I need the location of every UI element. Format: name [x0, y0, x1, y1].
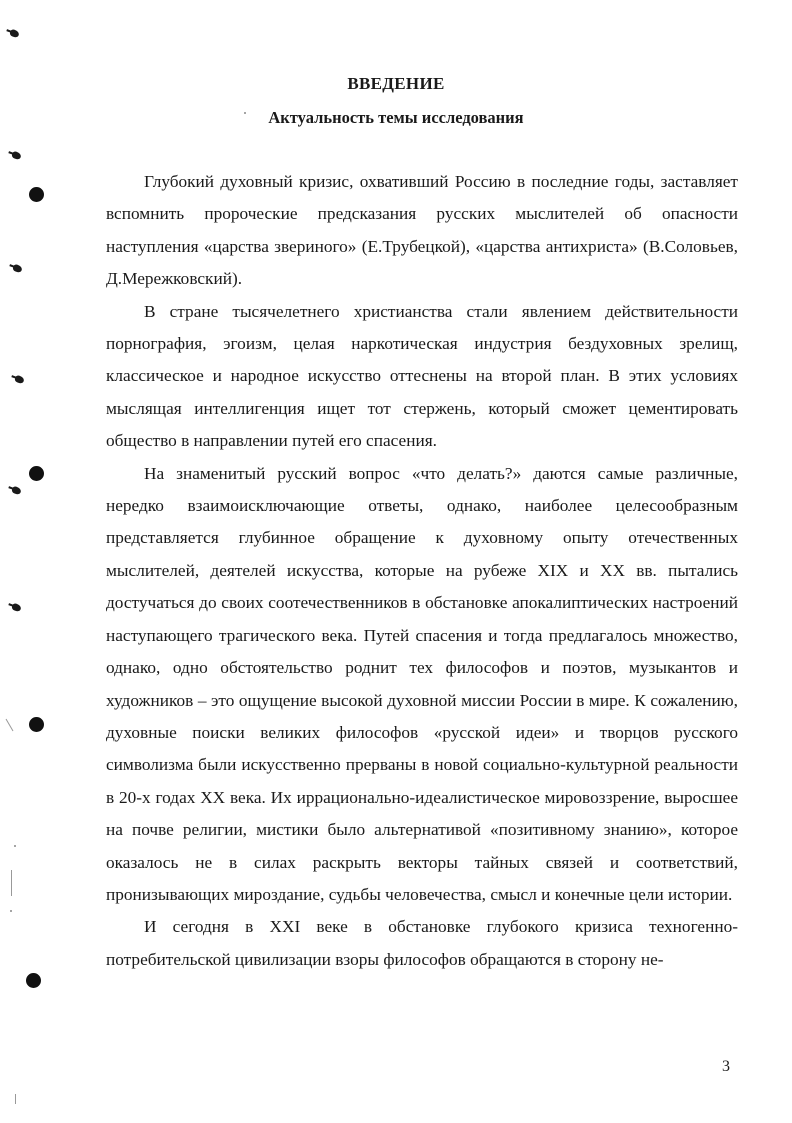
scan-mark	[11, 870, 12, 896]
paragraph: В стране тысячелетнего христианства стали явлением действительности порнография, эгоизм, целая наркотическая индустрия бездуховных зрелищ, классическое и народное искусство оттеснены на второй план. В этих условиях мыслящая интеллигенция ищет тот стержень, который сможет цементировать общество в направлении путей его спасения.	[106, 301, 738, 451]
paragraph: И сегодня в XXI веке в обстановке глубокого кризиса техногенно-потребительской цивилизации взоры философов обращаются в сторону не-	[106, 917, 738, 969]
scan-mark	[11, 603, 22, 613]
scan-mark	[10, 910, 12, 912]
paragraph: Глубокий духовный кризис, охвативший Россию в последние годы, заставляет вспомнить пророческие предсказания русских мыслителей об опасности наступления «царства звериного» (Е.Трубецкой), «царства антихриста» (В.Соловьев, Д.Мережковский).	[106, 172, 738, 289]
scan-mark	[12, 264, 23, 274]
punch-hole	[26, 973, 41, 988]
body-text	[106, 166, 738, 976]
scan-mark	[11, 486, 22, 496]
scan-mark	[9, 29, 20, 39]
scan-mark	[14, 375, 25, 385]
page-number: 3	[722, 1058, 730, 1075]
scan-mark	[15, 1094, 16, 1104]
scan-mark	[14, 845, 16, 847]
punch-hole	[29, 466, 44, 481]
scan-mark	[11, 151, 22, 161]
punch-hole	[29, 717, 44, 732]
page-title: ВВЕДЕНИЕ	[347, 74, 445, 93]
punch-hole	[29, 187, 44, 202]
section-subtitle: Актуальность темы исследования	[268, 108, 524, 127]
scan-mark	[6, 719, 14, 732]
paragraph: На знаменитый русский вопрос «что делать?» даются самые различные, нередко взаимоисключающие ответы, однако, наиболее целесообразным представляется глубинное обращение к духовному опыту отечественных мыслителей, деятелей искусства, которые на рубеже XIX и XX вв. пытались достучаться до своих соотечественников в обстановке апокалиптических настроений наступающего трагического века. Путей спасения и тогда предлагалось множество, однако, одно обстоятельство роднит тех философов и поэтов, музыкантов и художников – это ощущение высокой духовной миссии России в мире. К сожалению, духовные поиски великих философов «русской идеи» и творцов русского символизма были искусственно прерваны в новой социально-культурной реальности в 20-х годах XX века. Их иррационально-идеалистическое мировоззрение, выросшее на почве религии, мистики было альтернативой «позитивному знанию», которое оказалось не в силах раскрыть векторы тайных связей и соответствий, пронизывающих мироздание, судьбы человечества, смысл и конечные цели истории.	[106, 463, 738, 904]
